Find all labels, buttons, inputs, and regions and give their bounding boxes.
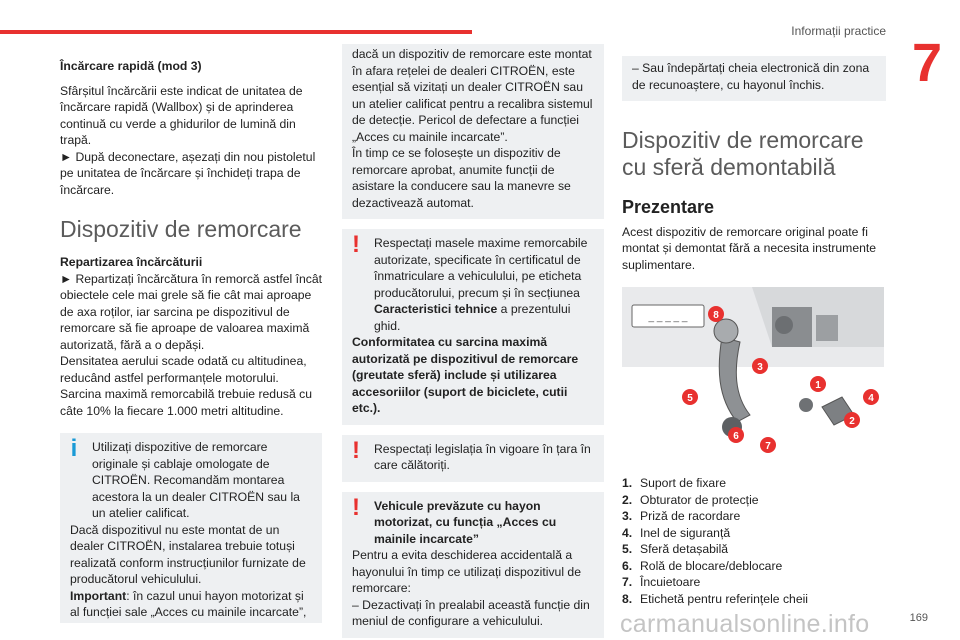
column-3 bbox=[622, 56, 886, 607]
info-box-continued bbox=[622, 56, 886, 101]
watermark: carmanualsonline.info bbox=[620, 610, 870, 638]
list-item: 5. Sferă detașabilă bbox=[622, 542, 729, 556]
paragraph: Densitatea aerului scade odată cu altitudinea, reducând astfel performanțele motorului. Sarcina maximă remorcabilă trebuie redusă cu câte 10% la fiecare 1.000 metri altitudine. bbox=[60, 354, 312, 418]
info-text: Dacă dispozitivul nu este montat de un dealer CITROËN, instalarea trebuie totuși realizată conform instrucțiunilor furnizate de producătorul vehiculului. bbox=[70, 522, 306, 586]
socket-body bbox=[775, 316, 793, 334]
paragraph: ► După deconectare, așezați din nou pistoletul pe unitatea de încărcare și închideți trapa de încărcare. bbox=[60, 149, 316, 197]
list-item: 6. Rolă de blocare/deblocare bbox=[622, 558, 783, 573]
header-accent-bar bbox=[0, 30, 472, 34]
svg-text:6: 6 bbox=[733, 431, 739, 442]
column-2 bbox=[342, 44, 604, 638]
info-icon: i bbox=[70, 435, 78, 462]
warning-text: Respectați legislația în vigoare în țara în care călătoriți. bbox=[374, 441, 591, 472]
paragraph: ► Repartizați încărcătura în remorcă astfel încât obiectele cele mai grele să fie cât mai aproape de axa roților, iar sarcina pe dispozitivul de remorcare să fie aproape de valoarea maximă autorizată, fără a o depăși. bbox=[60, 271, 323, 352]
info-text: – Sau îndepărtați cheia electronică din zona de recunoaștere, cu hayonul închis. bbox=[632, 61, 870, 92]
heading-presentation: Prezentare bbox=[622, 197, 715, 217]
svg-text:2: 2 bbox=[849, 416, 855, 427]
list-item: 2. Obturator de protecție bbox=[622, 492, 759, 507]
section-title-towing: Dispozitiv de remorcare bbox=[60, 216, 302, 242]
safety-ring bbox=[799, 398, 813, 412]
protective-cap-seat bbox=[816, 315, 838, 341]
list-item: 4. Inel de siguranță bbox=[622, 525, 731, 540]
info-box bbox=[60, 433, 322, 623]
warning-box-legislation bbox=[342, 435, 604, 482]
info-text: dacă un dispozitiv de remorcare este montat în afara rețelei de dealeri CITROËN, este esențial să vizitați un dealer CITROËN sau un atelier calificat pentru a recalibra sistemul de detecție. Pericol de defectare a funcției „Acces cu mainile incarcate”. bbox=[352, 47, 593, 144]
chapter-number: 7 bbox=[911, 33, 942, 93]
svg-text:8: 8 bbox=[713, 310, 719, 321]
warning-text: – Dezactivați în prealabil această funcție din meniul de configurare a vehiculului. bbox=[352, 597, 590, 628]
header-title: Informații practice bbox=[791, 24, 886, 38]
heading-load-distribution: Repartizarea încărcăturii bbox=[60, 255, 203, 269]
list-item: 7. Încuietoare bbox=[622, 575, 701, 589]
info-text-important: Important: în cazul unui hayon motorizat și al funcției sale „Acces cu mainile incarcate”, bbox=[70, 588, 307, 619]
svg-text:4: 4 bbox=[868, 393, 874, 404]
list-item: 8. Etichetă pentru referințele cheii bbox=[622, 591, 809, 606]
tow-ball bbox=[714, 319, 738, 343]
paragraph: Sfârșitul încărcării este indicat de unitatea de încărcare rapidă (Wallbox) și de aprinderea continuă cu verde a ghidurilor de lumină din trapă. bbox=[60, 83, 303, 147]
svg-text:7: 7 bbox=[765, 441, 771, 452]
info-box-continued bbox=[342, 44, 604, 219]
warning-icon: ! bbox=[352, 493, 360, 521]
label-plate-text: _ _ _ _ _ bbox=[648, 312, 688, 323]
warning-icon: ! bbox=[352, 231, 360, 258]
warning-text: Pentru a evita deschiderea accidentală a hayonului în timp ce utilizați dispozitivul de remorcare: bbox=[352, 548, 581, 595]
info-text: Utilizați dispozitive de remorcare originale și cablaje omologate de CITROËN. Recomandăm montarea acestora la un dealer CITROËN sau la un atelier calificat. bbox=[92, 440, 300, 520]
warning-box-tailgate bbox=[342, 492, 604, 638]
paragraph: Acest dispozitiv de remorcare original poate fi montat și demontat fără a necesita instrumente suplimentare. bbox=[622, 224, 877, 272]
section-title-removable-ball: Dispozitiv de remorcare cu sferă demontabilă bbox=[622, 127, 864, 180]
warning-text: Respectați masele maxime remorcabile autorizate, specificate în certificatul de înmatriculare a vehiculului, pe eticheta producătorului, precum și în secțiunea Caracteristici tehnice a prezentului ghid. bbox=[374, 236, 588, 333]
warning-title: Vehicule prevăzute cu hayon motorizat, cu funcția „Acces cu mainile incarcate” bbox=[374, 498, 557, 546]
towbar-illustration bbox=[622, 287, 884, 465]
towbar-diagram bbox=[622, 287, 884, 465]
warning-icon: ! bbox=[352, 436, 360, 464]
svg-text:3: 3 bbox=[757, 362, 763, 373]
list-item: 1. Suport de fixare bbox=[622, 476, 727, 490]
info-text: În timp ce se folosește un dispozitiv de remorcare aprobat, anumite funcții de asistare la conducere sau la manevre se dezactivează automat. bbox=[352, 146, 571, 210]
warning-text-bold: Conformitatea cu sarcina maximă autorizată pe dispozitivul de remorcare (greutate sferă) include și utilizarea accesoriilor (suport de biciclete, cutii etc.). bbox=[352, 335, 579, 415]
column-1 bbox=[60, 56, 322, 623]
legend-list bbox=[622, 475, 886, 607]
warning-box-towable-mass bbox=[342, 229, 604, 425]
svg-text:5: 5 bbox=[687, 393, 693, 404]
svg-text:1: 1 bbox=[815, 380, 821, 391]
list-item: 3. Priză de racordare bbox=[622, 509, 741, 523]
heading-fast-charging: Încărcare rapidă (mod 3) bbox=[60, 59, 202, 73]
page-number: 169 bbox=[909, 612, 928, 624]
